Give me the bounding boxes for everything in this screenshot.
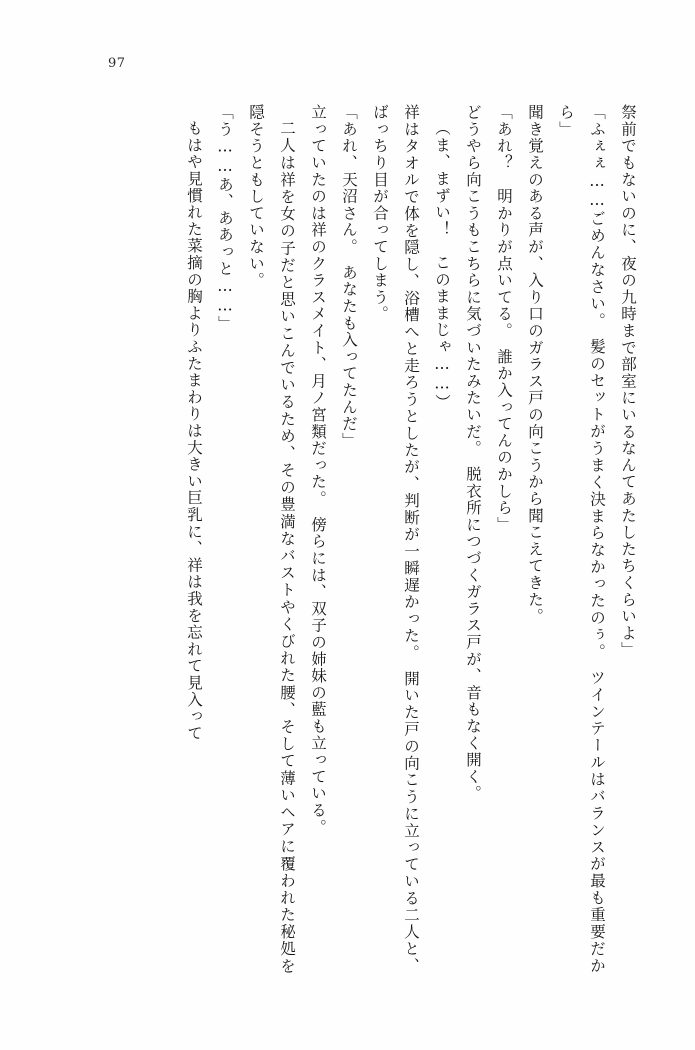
paragraph: 「う……あ、ああっと……」: [216, 104, 234, 333]
paragraph: 聞き覚えのある声が、入り口のガラス戸の向こうから聞こえてきた。: [526, 104, 544, 625]
paragraph: もはや見慣れた菜摘の胸よりふたまわりは大きい巨乳に、祥は我を忘れて見入って: [185, 119, 203, 742]
paragraph: どうやら向こうもこちらに気づいたみたいだ。 脱衣所につづくガラス戸が、音もなく開く。: [464, 104, 482, 802]
paragraph: 祥はタオルで体を隠し、浴槽へと走ろうとしたが、判断が一瞬遅かった。 開いた戸の向こうに立っている二人と、ばっちり目が合ってしまう。: [371, 104, 420, 974]
paragraph: 「あれ？ 明かりが点いてる。 誰か入ってんのかしら」: [495, 104, 513, 534]
paragraph: 「あれ、天沼さん。 あなたも入ってたんだ」: [340, 104, 358, 450]
paragraph: 祭前でもないのに、夜の九時まで部室にいるなんてあたしたちくらいよ」: [619, 104, 637, 659]
page-body-text: [73, 104, 643, 974]
page-number: 97: [108, 56, 126, 71]
paragraph: 二人は祥を女の子だと思いこんでいるため、その豊満なバストやくびれた腰、そして薄いヘアに覆われた秘処を隠そうともしていない。: [247, 104, 296, 974]
paragraph: （ま、まずい！ このままじゃ……）: [433, 119, 451, 411]
paragraph: 立っていたのは祥のクラスメイト、月ノ宮類だった。 傍らには、双子の姉妹の藍も立っている。: [309, 104, 327, 836]
paragraph: 「ふぇぇ……ごめんなさい。 髪のセットがうまく決まらなかったのぅ。 ツインテールはバランスが最も重要だから」: [557, 104, 606, 974]
